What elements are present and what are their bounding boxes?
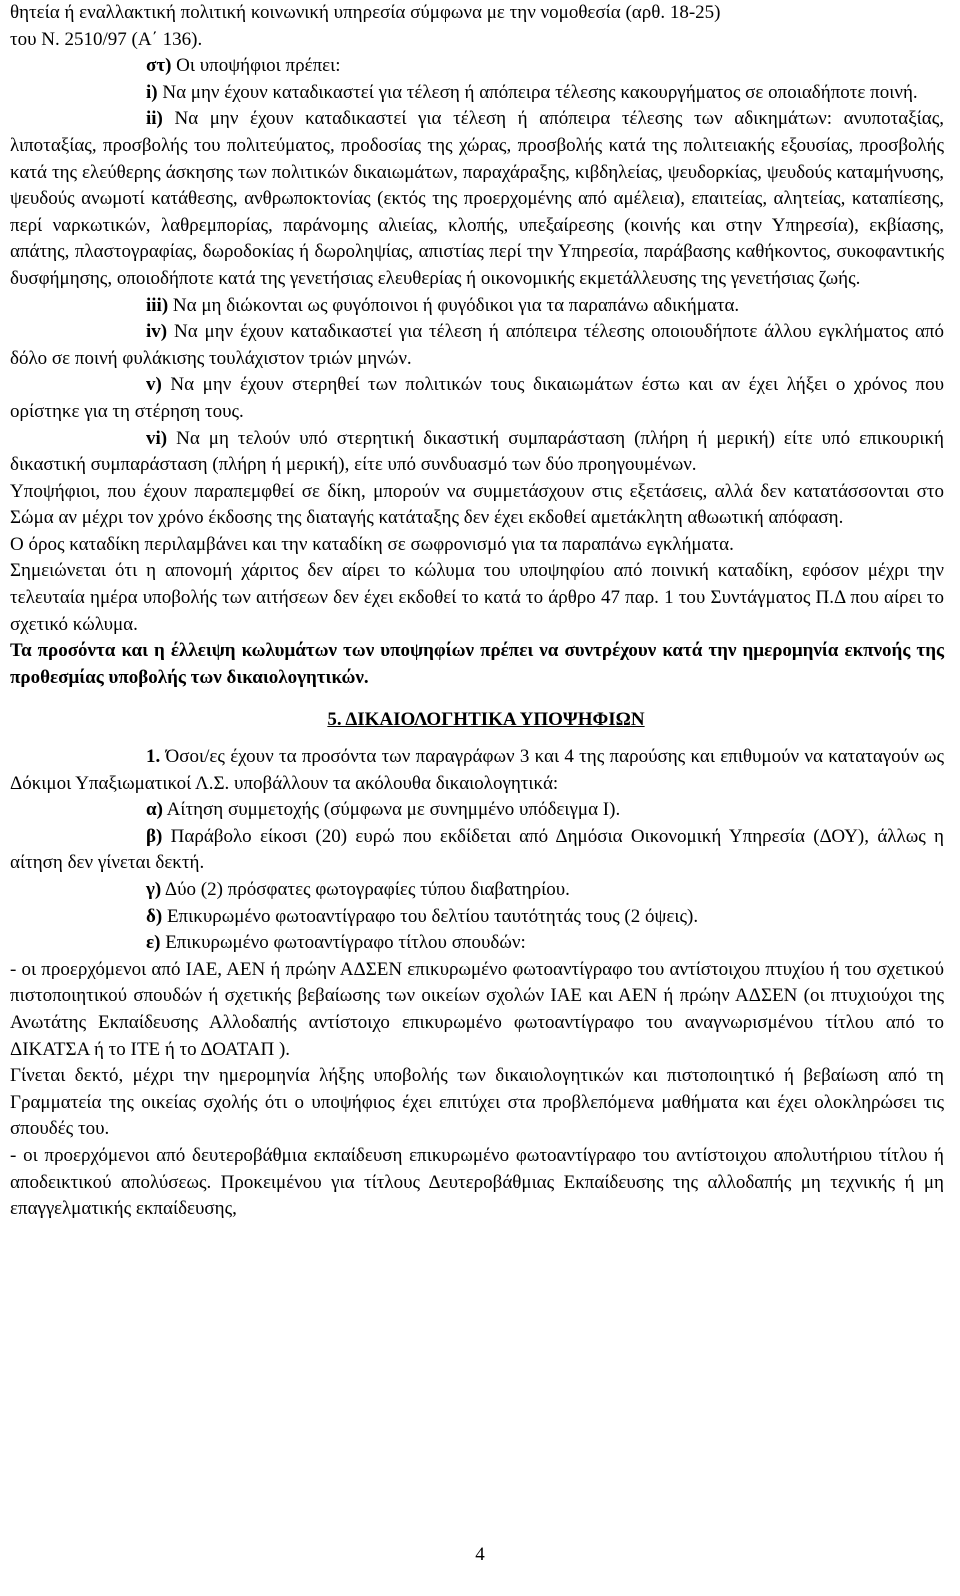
- doc-text: Επικυρωμένο φωτοαντίγραφο τίτλου σπουδών:: [165, 932, 526, 954]
- paragraph-bold-requirements: Τα προσόντα και η έλλειψη κωλυμάτων των υποψηφίων πρέπει να συντρέχουν κατά την ημερομηνία εκπνοής της προθεσμίας υποβολής των δικαιολογητικών.: [10, 640, 944, 688]
- item-text: Να μη τελούν υπό στερητική δικαστική συμπαράσταση (πλήρη ή μερική) είτε υπό επικουρική δικαστική συμπαράσταση (πλήρη ή μερική), είτε υπό συνδυασμό των δύο προηγουμένων.: [10, 427, 944, 476]
- item-label: iii): [146, 294, 169, 316]
- item-v: [10, 372, 944, 425]
- clause-st: [10, 53, 944, 80]
- doc-item-a: [10, 797, 944, 824]
- doc-text: Επικυρωμένο φωτοαντίγραφο του δελτίου ταυτότητάς τους (2 όψεις).: [166, 905, 699, 927]
- item-vi: [10, 426, 944, 479]
- section-1-label: 1.: [146, 746, 161, 768]
- item-text: Να μην έχουν καταδικαστεί για τέλεση ή απόπειρα τέλεσης κακουργήματος σε οποιαδήποτε ποινή.: [162, 81, 918, 103]
- doc-text: Παράβολο είκοσι (20) ευρώ που εκδίδεται από Δημόσια Οικονομική Υπηρεσία (ΔΟΥ), άλλως η αίτηση δεν γίνεται δεκτή.: [10, 825, 944, 874]
- doc-label: β): [146, 825, 163, 847]
- intro-line-2: του Ν. 2510/97 (Α΄ 136).: [10, 28, 203, 50]
- section-heading: 5. ΔΙΚΑΙΟΛΟΓΗΤΙΚΑ ΥΠΟΨΗΦΙΩΝ: [327, 709, 645, 731]
- doc-label: α): [146, 799, 163, 821]
- doc-label: γ): [146, 879, 162, 900]
- paragraph-accepted: Γίνεται δεκτό, μέχρι την ημερομηνία λήξης υποβολής των δικαιολογητικών και πιστοποιητικό ή βεβαίωση από τη Γραμματεία της οικείας σχολής ότι ο υποψήφιος έχει επιτύχει στα προβλεπόμενα μαθήματα και έχει ολοκληρώσει τις σπουδές του.: [10, 1065, 944, 1140]
- doc-label: δ): [146, 905, 163, 927]
- item-label: iv): [146, 321, 168, 343]
- section-1-text: Όσοι/ες έχουν τα προσόντα των παραγράφων 3 και 4 της παρούσης και επιθυμούν να καταταγούν ως Δόκιμοι Υπαξιωματικοί Λ.Σ. υποβάλλουν τα ακόλουθα δικαιολογητικά:: [10, 746, 944, 794]
- item-label: i): [146, 81, 158, 103]
- intro-line-1: θητεία ή εναλλακτική πολιτική κοινωνική υπηρεσία σύμφωνα με την νομοθεσία (αρθ. 18-25): [10, 2, 721, 23]
- item-iv: [10, 319, 944, 372]
- item-i: [10, 80, 944, 107]
- paragraph-term: Ο όρος καταδίκη περιλαμβάνει και την καταδίκη σε σωφρονισμό για τα παραπάνω εγκλήματα.: [10, 533, 734, 555]
- item-text: Να μη διώκονται ως φυγόποινοι ή φυγόδικοι για τα παραπάνω αδικήματα.: [172, 294, 740, 316]
- doc-item-c: [10, 877, 944, 904]
- item-text: Να μην έχουν καταδικαστεί για τέλεση ή απόπειρα τέλεσης οποιουδήποτε άλλου εγκλήματος από δόλο σε ποινή φυλάκισης τουλάχιστον τριών μηνών.: [10, 321, 944, 369]
- doc-item-d: [10, 904, 944, 931]
- item-iii: [10, 293, 944, 320]
- doc-text: Δύο (2) πρόσφατες φωτογραφίες τύπου διαβατηρίου.: [164, 879, 570, 900]
- item-text: Να μην έχουν καταδικαστεί για τέλεση ή απόπειρα τέλεσης των αδικημάτων: ανυποταξίας, λιποταξίας, προσβολής του πολιτεύματος, προδοσίας της χώρας, προσβολής κατά της πολιτειακής εξουσίας, προσβολής κατά της ελεύθερης άσκησης των πολιτικών δικαιωμάτων, παραχάραξης, κιβδηλείας, ψευδορκίας, ψευδούς καταμήνυσης, ψευδούς ανωμοτί κατάθεσης, ανθρωποκτονίας (εκτός της προερχομένης από αμέλεια), επαιτείας, αλητείας, καταπίεσης, περί ναρκωτικών, λαθρεμπορίας, παράνομης αλιείας, κλοπής, υπεξαίρεσης (κοινής και στην Υπηρεσία), εκβίασης, απάτης, πλαστογραφίας, δωροδοκίας ή δωροληψίας, απιστίας περί την Υπηρεσία, παράβασης καθήκοντος, συκοφαντικής δυσφήμησης, οποιοδήποτε κατά της γενετήσιας ελευθερίας ή οικονομικής εκμετάλλευσης της γενετήσιας ζωής.: [10, 108, 945, 289]
- paragraph-pardon: Σημειώνεται ότι η απονομή χάριτος δεν αίρει το κώλυμα του υποψηφίου από ποινική καταδίκη, εφόσον μέχρι την τελευταία ημέρα υποβολής των αιτήσεων δεν έχει εκδοθεί το κατά το άρθρο 47 παρ. 1 του Συντάγματος Π.Δ που αίρει το σχετικό κώλυμα.: [10, 560, 944, 635]
- doc-label: ε): [146, 932, 161, 954]
- paragraph-iae: - οι προερχόμενοι από ΙΑΕ, ΑΕΝ ή πρώην ΑΔΣΕΝ επικυρωμένο φωτοαντίγραφο του αντίστοιχου πτυχίου ή του σχετικού πιστοποιητικού σπουδών ή σχετικής βεβαίωσης των οικείων σχολών ΙΑΕ και ΑΕΝ ή πρώην ΑΔΣΕΝ (οι πτυχιούχοι της Ανωτάτης Εκπαίδευσης Αλλοδαπής αντίστοιχο επικυρωμένο φωτοαντίγραφο του αναγνωρισμένου τίτλου από το ΔΙΚΑΤΣΑ ή το ΙΤΕ ή το ΔΟΑΤΑΠ ).: [10, 958, 944, 1060]
- intro-paragraph: [10, 0, 944, 53]
- item-ii: [10, 106, 944, 292]
- item-label: ii): [146, 108, 163, 130]
- clause-st-text: Οι υποψήφιοι πρέπει:: [176, 55, 341, 77]
- doc-item-e: [10, 930, 944, 957]
- paragraph-defendants: Υποψήφιοι, που έχουν παραπεμφθεί σε δίκη, μπορούν να συμμετάσχουν στις εξετάσεις, αλλά δεν κατατάσσονται στο Σώμα αν μέχρι τον χρόνο έκδοσης της διαταγής κατάταξης δεν έχει εκδοθεί αμετάκλητη αθωωτική απόφαση.: [10, 480, 944, 529]
- item-label: vi): [146, 427, 168, 449]
- section-1-paragraph: [10, 744, 944, 797]
- doc-text: Αίτηση συμμετοχής (σύμφωνα με συνημμένο υπόδειγμα Ι).: [166, 799, 621, 821]
- doc-item-b: [10, 824, 944, 877]
- clause-st-label: στ): [146, 55, 172, 77]
- item-text: Να μην έχουν στερηθεί των πολιτικών τους δικαιωμάτων έστω και αν έχει λήξει ο χρόνος που ορίστηκε για τη στέρηση τους.: [10, 374, 945, 422]
- paragraph-secondary: - οι προερχόμενοι από δευτεροβάθμια εκπαίδευση επικυρωμένο φωτοαντίγραφο του αντίστοιχου απολυτήριου τίτλου ή αποδεικτικού απολύσεως. Προκειμένου για τίτλους Δευτεροβάθμιας Εκπαίδευσης της αλλοδαπής μη τεχνικής ή μη επαγγελματικής εκπαίδευσης,: [10, 1144, 944, 1220]
- item-label: v): [146, 374, 162, 396]
- page-number: 4: [475, 1544, 485, 1565]
